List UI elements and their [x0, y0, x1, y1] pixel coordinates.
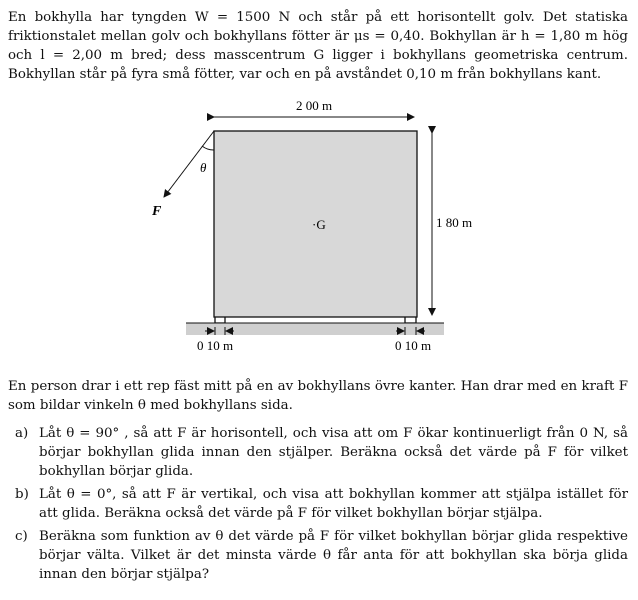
question-list	[8, 424, 628, 588]
question-a	[8, 424, 628, 481]
foot-right-label: 0 10 m	[394, 338, 432, 353]
question-label: c)	[15, 529, 28, 544]
question-text: Beräkna som funktion av θ det värde på F för vilket bokhyllan börjar glida respektive börjar välta. Vilket är det minsta värde θ får anta för att bokhyllan ska börja glida innan den börjar stjälpa?	[39, 529, 628, 582]
problem-intro: En bokhylla har tyngden W = 1500 N och står på ett horisontellt golv. Det statiska friktionstalet mellan golv och bokhyllans fötter är μs = 0,40. Bokhyllan är h = 1,80 m hög och l = 2,00 m bred; dess masscentrum G ligger i bokhyllans geometriska centrum. Bokhyllan står på fyra små fötter, var och en på avståndet 0,10 m från bokhyllans kant.	[8, 10, 628, 82]
angle-marker	[200, 146, 214, 175]
width-dimension	[214, 98, 414, 117]
foot-left-label: 0 10 m	[196, 338, 234, 353]
height-dimension	[432, 133, 472, 315]
force-label: F	[152, 204, 162, 219]
question-c	[8, 527, 628, 584]
bookshelf-feet	[215, 317, 416, 323]
force-arrow	[151, 131, 214, 219]
problem-description: En person drar i ett rep fäst mitt på en av bokhyllans övre kanter. Han drar med en kraft F som bildar vinkeln θ med bokhyllans sida.	[8, 379, 628, 413]
question-text: Låt θ = 0°, så att F är vertikal, och visa att bokhyllan kommer att stjälpa istället för att glida. Beräkna också det värde på F för vilket bokhyllan börjar stjälpa.	[39, 487, 628, 521]
height-label: 1 80 m	[436, 215, 473, 230]
theta-label: θ	[200, 160, 207, 175]
width-label: 2 00 m	[295, 98, 333, 113]
question-b	[8, 485, 628, 523]
question-text: Låt θ = 90° , så att F är horisontell, och visa att om F ökar kontinuerligt från 0 N, så börjar bokhyllan glida innan den stjälper. Beräkna också det värde på F för vilket bokhyllan börjar glida.	[39, 426, 628, 479]
question-label: a)	[15, 426, 29, 441]
question-label: b)	[15, 487, 29, 502]
center-of-mass-label: ·G	[312, 217, 326, 232]
